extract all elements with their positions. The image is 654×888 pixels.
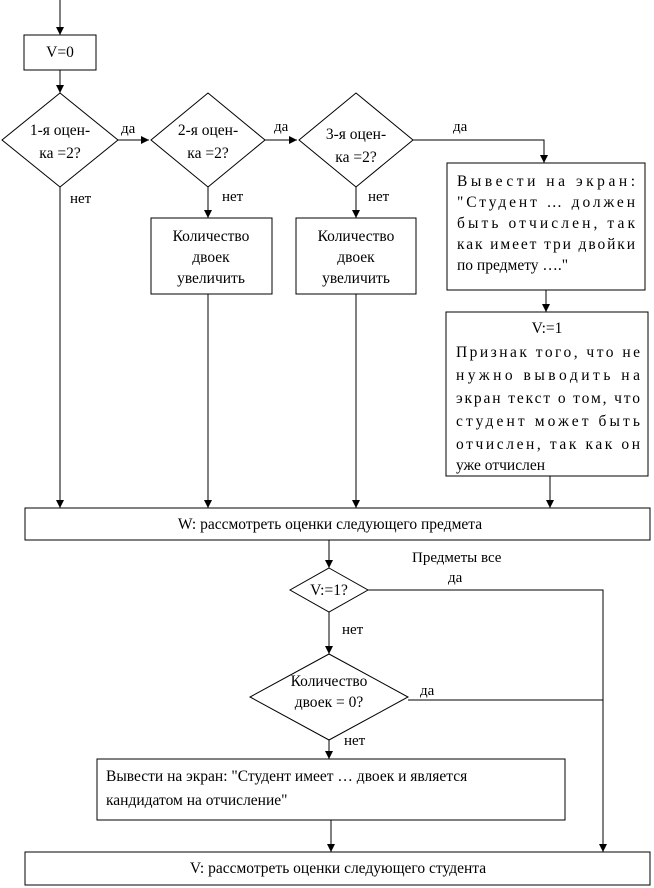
label-grade3-no: нет: [368, 189, 390, 205]
count-increase-3-box: [296, 218, 416, 294]
grade2-line-2: ка =2?: [187, 145, 229, 162]
count2-line-1: Количество: [172, 228, 250, 245]
label-grade2-yes: да: [274, 119, 289, 135]
next-subject-text: W: рассмотреть оценки следующего предмета: [177, 516, 483, 533]
grade2-decision: [151, 93, 265, 187]
label-grade2-no: нет: [222, 189, 244, 205]
label-subjects-all: Предметы все: [412, 550, 502, 566]
count2-line-3: увеличить: [177, 270, 245, 287]
grade1-decision: [2, 93, 118, 187]
count-zero-line-1: Количество: [290, 673, 368, 690]
v-note-line-3: экран текст о том, что: [456, 390, 640, 407]
v-note-line-5: отчислен, так как он: [456, 436, 640, 453]
grade1-line-1: 1-я оцен-: [29, 122, 91, 139]
set-v-box: [446, 312, 648, 476]
expel-line-3: быть отчислен, так: [457, 215, 635, 232]
count2-line-2: двоек: [192, 249, 230, 266]
v-note-line-1: Признак того, что не: [456, 344, 640, 361]
count-zero-line-2: двоек = 0?: [294, 694, 364, 711]
label-check-v-no: нет: [342, 622, 364, 638]
set-v-text: V:=1: [531, 320, 563, 337]
label-count-zero-yes: да: [420, 683, 435, 699]
v-note-line-2: нужно выводить на: [456, 367, 640, 384]
candidate-line-2: кандидатом на отчисление": [106, 792, 288, 809]
grade3-line-1: 3-я оцен-: [325, 126, 387, 143]
arrow-grade3-yes: [413, 140, 544, 163]
label-grade1-yes: да: [121, 121, 136, 137]
count3-line-1: Количество: [317, 228, 395, 245]
candidate-line-1: Вывести на экран: "Студент имеет … двоек и является: [106, 768, 468, 785]
label-grade3-yes: да: [453, 119, 468, 135]
next-subject-box: [25, 508, 650, 540]
label-count-zero-no: нет: [344, 733, 366, 749]
next-student-box: [25, 852, 650, 885]
expel-line-5: по предмету ….": [457, 257, 569, 274]
grade1-diamond: [2, 93, 118, 187]
count3-line-3: увеличить: [322, 270, 390, 287]
grade2-diamond: [151, 93, 265, 187]
count-zero-decision: [250, 654, 408, 740]
expel-line-1: Вывести на экран:: [457, 173, 635, 190]
grade3-line-2: ка =2?: [335, 149, 377, 166]
check-v-text: V:=1?: [310, 582, 348, 599]
next-student-text: V: рассмотреть оценки следующего студента: [189, 860, 487, 877]
v-init-text: V=0: [46, 44, 74, 61]
grade3-decision: [299, 93, 413, 187]
check-v-decision: [290, 568, 368, 612]
v-init-box: [24, 35, 96, 70]
v-note-line-6: уже отчислен: [456, 457, 546, 474]
grade1-line-2: ка =2?: [39, 145, 81, 162]
v-note-line-4: студент может быть: [456, 413, 640, 430]
edge-labels: [70, 119, 502, 749]
count3-line-2: двоек: [337, 249, 375, 266]
candidate-message-box: [97, 759, 565, 820]
expel-line-4: как имеет три двойки: [457, 236, 635, 253]
expel-line-2: "Студент … должен: [457, 194, 635, 211]
expel-message-box: [447, 163, 645, 290]
label-check-v-yes: да: [448, 570, 463, 586]
grade2-line-1: 2-я оцен-: [177, 122, 239, 139]
label-grade1-no: нет: [70, 191, 92, 207]
count-increase-2-box: [151, 218, 272, 294]
